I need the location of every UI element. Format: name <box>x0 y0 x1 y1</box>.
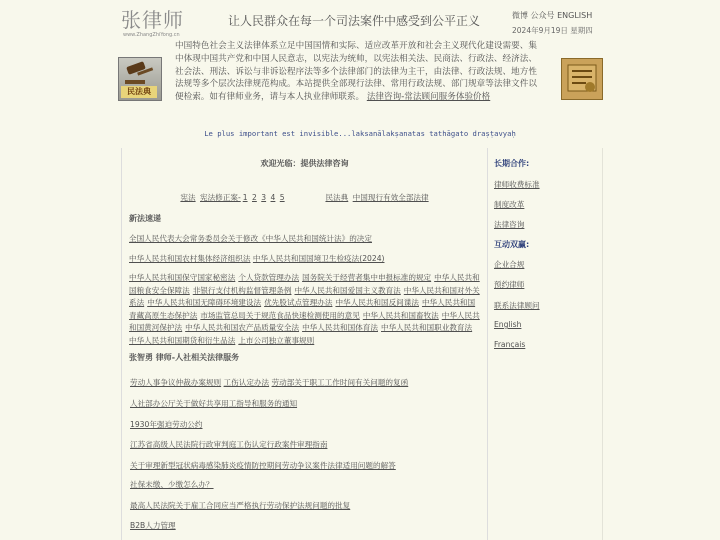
law-book-graphic <box>562 59 602 99</box>
labor-item <box>130 460 396 471</box>
sidebar-heading-interaction: 互动双赢: <box>494 240 530 249</box>
law-link[interactable]: 中华人民共和国爱国主义教育法 <box>294 285 401 295</box>
labor-link[interactable]: 社保未缴、少缴怎么办？ <box>130 480 214 489</box>
site-logo[interactable] <box>121 6 201 36</box>
news-link-statistics-law[interactable]: 全国人民代表大会常务委员会关于修改《中华人民共和国统计法》的决定 <box>129 234 372 243</box>
law-link[interactable]: 优先股试点管理办法 <box>264 298 333 308</box>
law-link[interactable]: 中华人民共和国职业教育法 <box>381 323 473 333</box>
news-item <box>129 253 481 264</box>
labor-link[interactable]: 劳动人事争议仲裁办案规则 <box>130 378 222 387</box>
law-book-icon <box>561 58 603 100</box>
amendment-1-link[interactable]: 1 <box>242 193 248 202</box>
labor-link[interactable]: 最高人民法院关于雇工合同应当严格执行劳动保护法规问题的批复 <box>130 501 351 510</box>
civil-code-badge: 民法典 <box>121 86 157 98</box>
sidebar-item-reform[interactable]: 制度改革 <box>494 200 525 209</box>
labor-item <box>130 520 176 531</box>
welcome-heading: 欢迎光临：提供法律咨询 <box>260 159 349 168</box>
law-link[interactable]: 中华人民共和国期货和衍生品法 <box>129 335 236 345</box>
current-laws-link[interactable]: 中国现行有效全部法律 <box>352 193 429 202</box>
labor-item <box>130 398 297 409</box>
site-slogan: 让人民群众在每一个司法案件中感受到公平正义 <box>228 14 481 28</box>
law-link[interactable]: 非银行支付机构监督管理条例 <box>192 285 292 295</box>
labor-link[interactable]: 人社部办公厅关于做好共享用工指导和服务的通知 <box>130 399 298 408</box>
law-link[interactable]: 中华人民共和国粮食安全保障法 <box>129 273 480 295</box>
law-link[interactable]: 中华人民共和国农产品质量安全法 <box>185 323 300 333</box>
law-link[interactable]: 中华人民共和国黄河保护法 <box>129 310 480 333</box>
labor-link[interactable]: 工伤认定办法 <box>223 378 270 387</box>
law-link[interactable]: 市场监管总局关于规范食品快速检测使用的意见 <box>200 310 360 320</box>
sidebar-item-fee-standard[interactable]: 律师收费标准 <box>494 180 540 189</box>
labor-services-heading: 张智勇 律师-人社相关法律服务 <box>129 353 240 362</box>
consulting-price-link[interactable]: 法律咨询-常法顾问服务体验价格 <box>366 92 491 103</box>
laws-list <box>129 272 481 348</box>
constitution-link[interactable]: 宪法 <box>180 193 196 202</box>
labor-link[interactable]: B2B人力管理 <box>130 521 176 530</box>
intro-paragraph: 中国特色社会主义法律体系立足中国国情和实际、适应改革开放和社会主义现代化建设需要、集中体现中国共产党和中国人民意志，以宪法为统帅，以宪法相关法、民商法、行政法、经济法、社会法、刑法、诉讼与非诉讼程序法等多个法律部门的法律为主干，由法律、行政法规、地方性法规等多个层次法律规范构成。本站提供全部现行法律、常用行政法规、部门规章等法律文件以便检索。如有律师业务，请与本人执业律师联系。 <box>175 41 537 103</box>
labor-link[interactable]: 1930年强迫劳动公约 <box>130 420 203 429</box>
labor-item <box>130 377 408 388</box>
civil-code-link[interactable]: 民法典 <box>325 193 349 202</box>
sidebar-divider <box>602 148 603 540</box>
amendment-4-link[interactable]: 4 <box>270 193 276 202</box>
law-link[interactable]: 中华人民共和国反间谍法 <box>335 298 419 308</box>
logo-text: 张律师 <box>121 8 184 32</box>
gavel-icon <box>118 57 162 101</box>
new-laws-heading: 新法速递 <box>129 214 161 223</box>
labor-link[interactable]: 关于审理新型冠状病毒感染肺炎疫情防控期间劳动争议案件法律适用问题的解答 <box>130 461 396 470</box>
amendment-5-link[interactable]: 5 <box>279 193 285 202</box>
labor-item <box>130 500 350 511</box>
sidebar-item-book-lawyer[interactable]: 预约律师 <box>494 280 525 289</box>
law-link[interactable]: 个人贷款管理办法 <box>238 273 300 282</box>
law-link[interactable]: 中华人民共和国体育法 <box>302 323 378 333</box>
amendment-2-link[interactable]: 2 <box>251 193 257 202</box>
weibo-link[interactable]: 微博 <box>512 11 528 20</box>
news-link-rural-collective[interactable]: 中华人民共和国农村集体经济组织法 <box>129 254 251 263</box>
wechat-account-link[interactable]: 公众号 <box>530 11 555 20</box>
news-link-border-quarantine[interactable]: 中华人民共和国国境卫生检疫法(2024) <box>252 254 385 263</box>
labor-item <box>130 419 202 430</box>
sidebar <box>490 148 602 540</box>
current-date: 2024年9月19日 星期四 <box>512 26 593 35</box>
english-link[interactable]: ENGLISH <box>557 11 593 20</box>
law-link[interactable]: 中华人民共和国对外关系法 <box>129 285 480 308</box>
sidebar-item-consulting[interactable]: 法律咨询 <box>494 220 525 229</box>
main-content <box>121 148 488 540</box>
constitution-amendment-link[interactable]: 宪法修正案- <box>200 193 241 202</box>
labor-item <box>130 479 214 490</box>
sidebar-item-french[interactable]: Français <box>494 340 526 349</box>
law-link[interactable]: 中华人民共和国保守国家秘密法 <box>129 273 236 282</box>
law-link[interactable]: 中华人民共和国畜牧法 <box>362 310 439 320</box>
law-link[interactable]: 上市公司独立董事规则 <box>238 335 315 345</box>
law-link[interactable]: 中华人民共和国无障碍环境建设法 <box>147 298 262 308</box>
constitution-row <box>122 192 487 203</box>
labor-link[interactable]: 江苏省高级人民法院行政审判庭工伤认定行政案件审理指南 <box>130 440 328 449</box>
amendment-3-link[interactable]: 3 <box>261 193 267 202</box>
law-link[interactable]: 中华人民共和国青藏高原生态保护法 <box>129 298 476 320</box>
intro-text <box>175 40 537 104</box>
logo-subtext: www.ZhangZhiYong.cn <box>123 32 180 38</box>
gavel-graphic <box>119 58 161 88</box>
sidebar-item-compliance[interactable]: 企业合规 <box>494 260 525 269</box>
labor-item <box>130 439 327 450</box>
top-right-nav <box>512 8 612 38</box>
labor-link[interactable]: 劳动部关于职工工作时间有关问题的复函 <box>271 378 409 387</box>
sidebar-heading-cooperation: 长期合作: <box>494 159 530 168</box>
news-item <box>129 233 481 244</box>
sidebar-item-contact-counsel[interactable]: 联系法律顾问 <box>494 301 540 310</box>
motto-text: Le plus important est invisible...laksanālakṣanatas tathāgato draṣṭavyaḥ <box>204 129 516 138</box>
law-link[interactable]: 国务院关于经营者集中申报标准的规定 <box>302 273 432 282</box>
sidebar-item-english[interactable]: English <box>494 320 522 329</box>
